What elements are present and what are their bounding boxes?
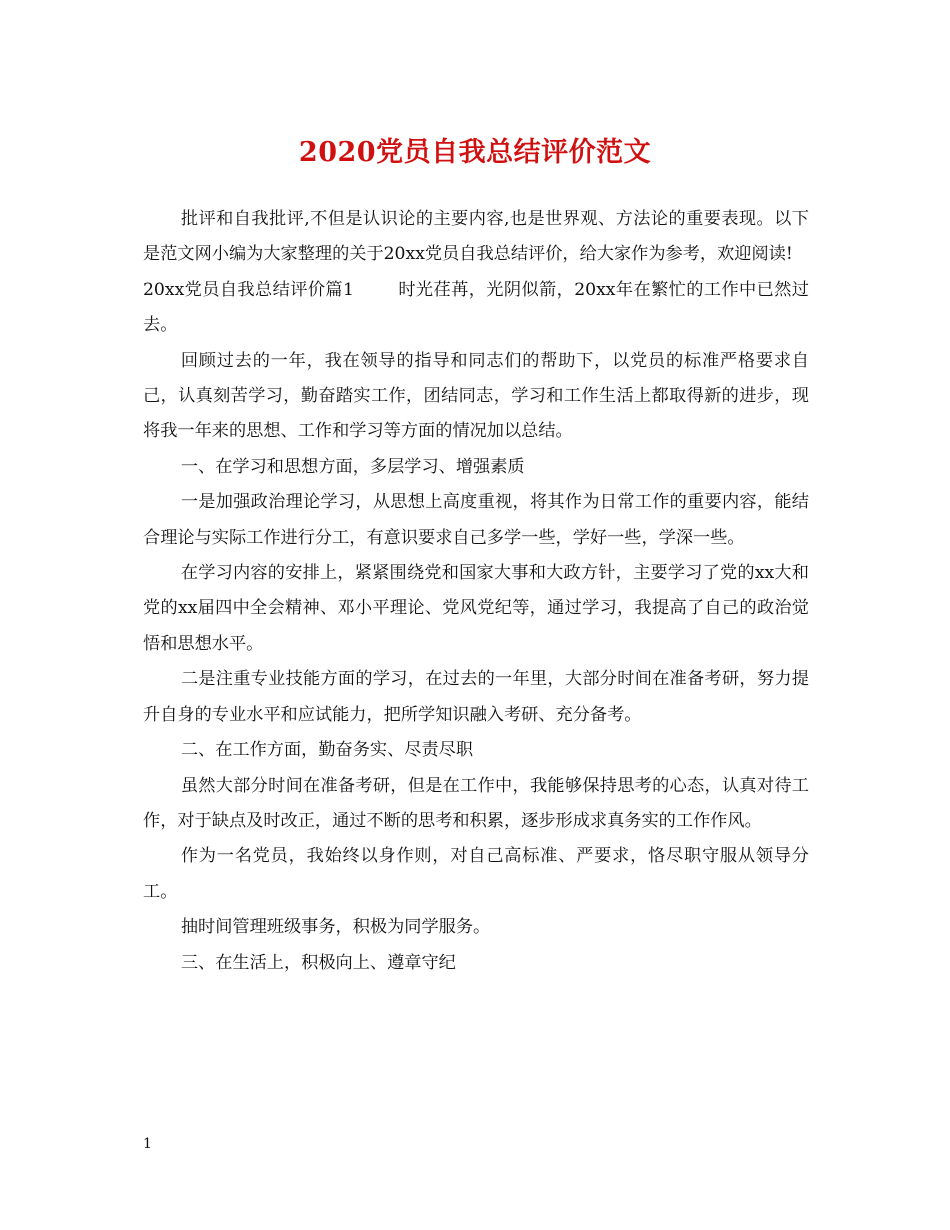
paragraph-theory-study: 一是加强政治理论学习，从思想上高度重视，将其作为日常工作的重要内容，能结合理论与实际工作进行分工，有意识要求自己多学一些，学好一些，学深一些。 bbox=[143, 492, 809, 548]
subheading-work: 二、在工作方面，勤奋务实、尽责尽职 bbox=[180, 740, 474, 761]
page-number: 1 bbox=[143, 1136, 152, 1152]
paragraph-review: 回顾过去的一年，我在领导的指导和同志们的帮助下，以党员的标准严格要求自己，认真刻苦学习，勤奋踏实工作，团结同志，学习和工作生活上都取得新的进步，现将我一年来的思想、工作和学习等方面的情况加以总结。 bbox=[143, 350, 809, 442]
subheading-life: 三、在生活上，积极向上、遵章守纪 bbox=[180, 952, 456, 973]
document-body bbox=[143, 202, 809, 981]
paragraph-professional-skills: 二是注重专业技能方面的学习，在过去的一年里，大部分时间在准备考研，努力提升自身的专业水平和应试能力，把所学知识融入考研、充分备考。 bbox=[143, 669, 809, 725]
section-heading-line bbox=[143, 273, 809, 344]
paragraph-work-attitude: 虽然大部分时间在准备考研，但是在工作中，我能够保持思考的心态，认真对待工作，对于缺点及时改正，通过不断的思考和积累，逐步形成求真务实的工作作风。 bbox=[143, 775, 809, 831]
section-label: 20xx党员自我总结评价篇1 bbox=[143, 279, 354, 300]
subheading-study: 一、在学习和思想方面，多层学习、增强素质 bbox=[180, 456, 525, 477]
paragraph-intro: 批评和自我批评,不但是认识论的主要内容,也是世界观、方法论的重要表现。以下是范文网小编为大家整理的关于20xx党员自我总结评价，给大家作为参考，欢迎阅读! bbox=[143, 209, 809, 265]
document-title: 2020党员自我总结评价范文 bbox=[298, 137, 652, 168]
paragraph-study-content: 在学习内容的安排上，紧紧围绕党和国家大事和大政方针，主要学习了党的xx大和党的xx届四中全会精神、邓小平理论、党风党纪等，通过学习，我提高了自己的政治觉悟和思想水平。 bbox=[143, 563, 809, 654]
section-opening-text: 时光荏苒，光阴似箭，20xx年在繁忙的工作中已然过去。 bbox=[143, 279, 809, 336]
paragraph-party-member: 作为一名党员，我始终以身作则，对自己高标准、严要求，恪尽职守服从领导分工。 bbox=[143, 846, 809, 902]
paragraph-class-affairs: 抽时间管理班级事务，积极为同学服务。 bbox=[180, 917, 491, 938]
